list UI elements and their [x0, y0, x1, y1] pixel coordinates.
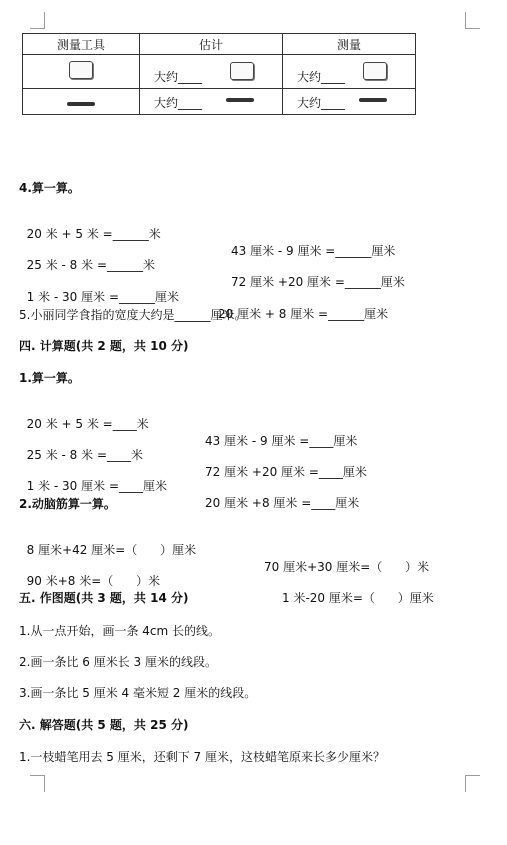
eraser-icon: [69, 61, 93, 79]
header-measure: 测量: [283, 34, 416, 55]
part-4-q1-title: 1.算一算。: [19, 371, 80, 385]
calc-item: 20 厘米 +8 厘米 =____厘米: [205, 496, 360, 510]
crop-mark-bottom-right: [465, 775, 480, 792]
part-5-q2: 2.画一条比 6 厘米长 3 厘米的线段。: [19, 655, 217, 669]
calc-item: 1 米 - 30 厘米 =______厘米: [26, 290, 180, 304]
calc-item: 20 米 + 5 米 =____米: [26, 417, 149, 431]
calc-item: 20 米 + 5 米 =______米: [26, 227, 161, 241]
estimate-label: 大约____: [154, 70, 203, 84]
tool-cell: [23, 89, 140, 115]
eraser-icon: [230, 62, 254, 80]
stick-icon: [67, 102, 95, 106]
part-5-heading: 五. 作图题(共 3 题，共 14 分): [19, 591, 189, 605]
calc-item: 8 厘米+42 厘米=（ ）厘米: [26, 543, 197, 557]
estimate-label: 大约____: [154, 96, 203, 110]
calc-item: 25 米 - 8 米 =______米: [26, 258, 156, 272]
calc-item: 72 厘米 +20 厘米 =______厘米: [231, 275, 405, 289]
part-4-q2-title: 2.动脑筋算一算。: [19, 497, 116, 511]
crop-mark-top-left: [30, 12, 45, 29]
part-5-q3: 3.画一条比 5 厘米 4 毫米短 2 厘米的线段。: [19, 686, 257, 700]
stick-icon: [226, 98, 254, 102]
measure-cell[interactable]: [283, 89, 416, 115]
estimate-cell[interactable]: [140, 89, 283, 115]
calc-item: 25 米 - 8 米 =____米: [26, 448, 144, 462]
crop-mark-top-right: [465, 12, 480, 29]
measurement-table: [22, 33, 416, 115]
measure-label: 大约____: [297, 96, 346, 110]
calc-item: 1 米 - 30 厘米 =____厘米: [26, 479, 168, 493]
question-5: 5.小丽同学食指的宽度大约是______厘米。: [19, 308, 247, 322]
measure-label: 大约____: [297, 70, 346, 84]
estimate-cell[interactable]: [140, 55, 283, 89]
calc-item: 20 厘米 + 8 厘米 =______厘米: [218, 307, 389, 321]
part-5-q1: 1.从一点开始，画一条 4cm 长的线。: [19, 624, 221, 638]
calc-item: 43 厘米 - 9 厘米 =______厘米: [231, 244, 396, 258]
part-6-q1: 1.一枝蜡笔用去 5 厘米，还剩下 7 厘米，这枝蜡笔原来长多少厘米？: [19, 750, 385, 764]
calc-item: 43 厘米 - 9 厘米 =____厘米: [205, 434, 358, 448]
calc-item: 72 厘米 +20 厘米 =____厘米: [205, 465, 367, 479]
tool-cell: [23, 55, 140, 89]
part-4-heading: 四. 计算题(共 2 题，共 10 分): [19, 339, 189, 353]
part-6-heading: 六. 解答题(共 5 题，共 25 分): [19, 718, 189, 732]
crop-mark-bottom-left: [30, 775, 45, 792]
calc-item: 70 厘米+30 厘米=（ ）米: [264, 560, 430, 574]
calc-item: 90 米+8 米=（ ）米: [26, 574, 161, 588]
section-4-title: 4.算一算。: [19, 181, 80, 195]
stick-icon: [359, 98, 387, 102]
header-estimate: 估计: [140, 34, 283, 55]
calc-item: 1 米-20 厘米=（ ）厘米: [282, 591, 434, 605]
measure-cell[interactable]: [283, 55, 416, 89]
header-tool: 测量工具: [23, 34, 140, 55]
eraser-icon: [363, 62, 387, 80]
